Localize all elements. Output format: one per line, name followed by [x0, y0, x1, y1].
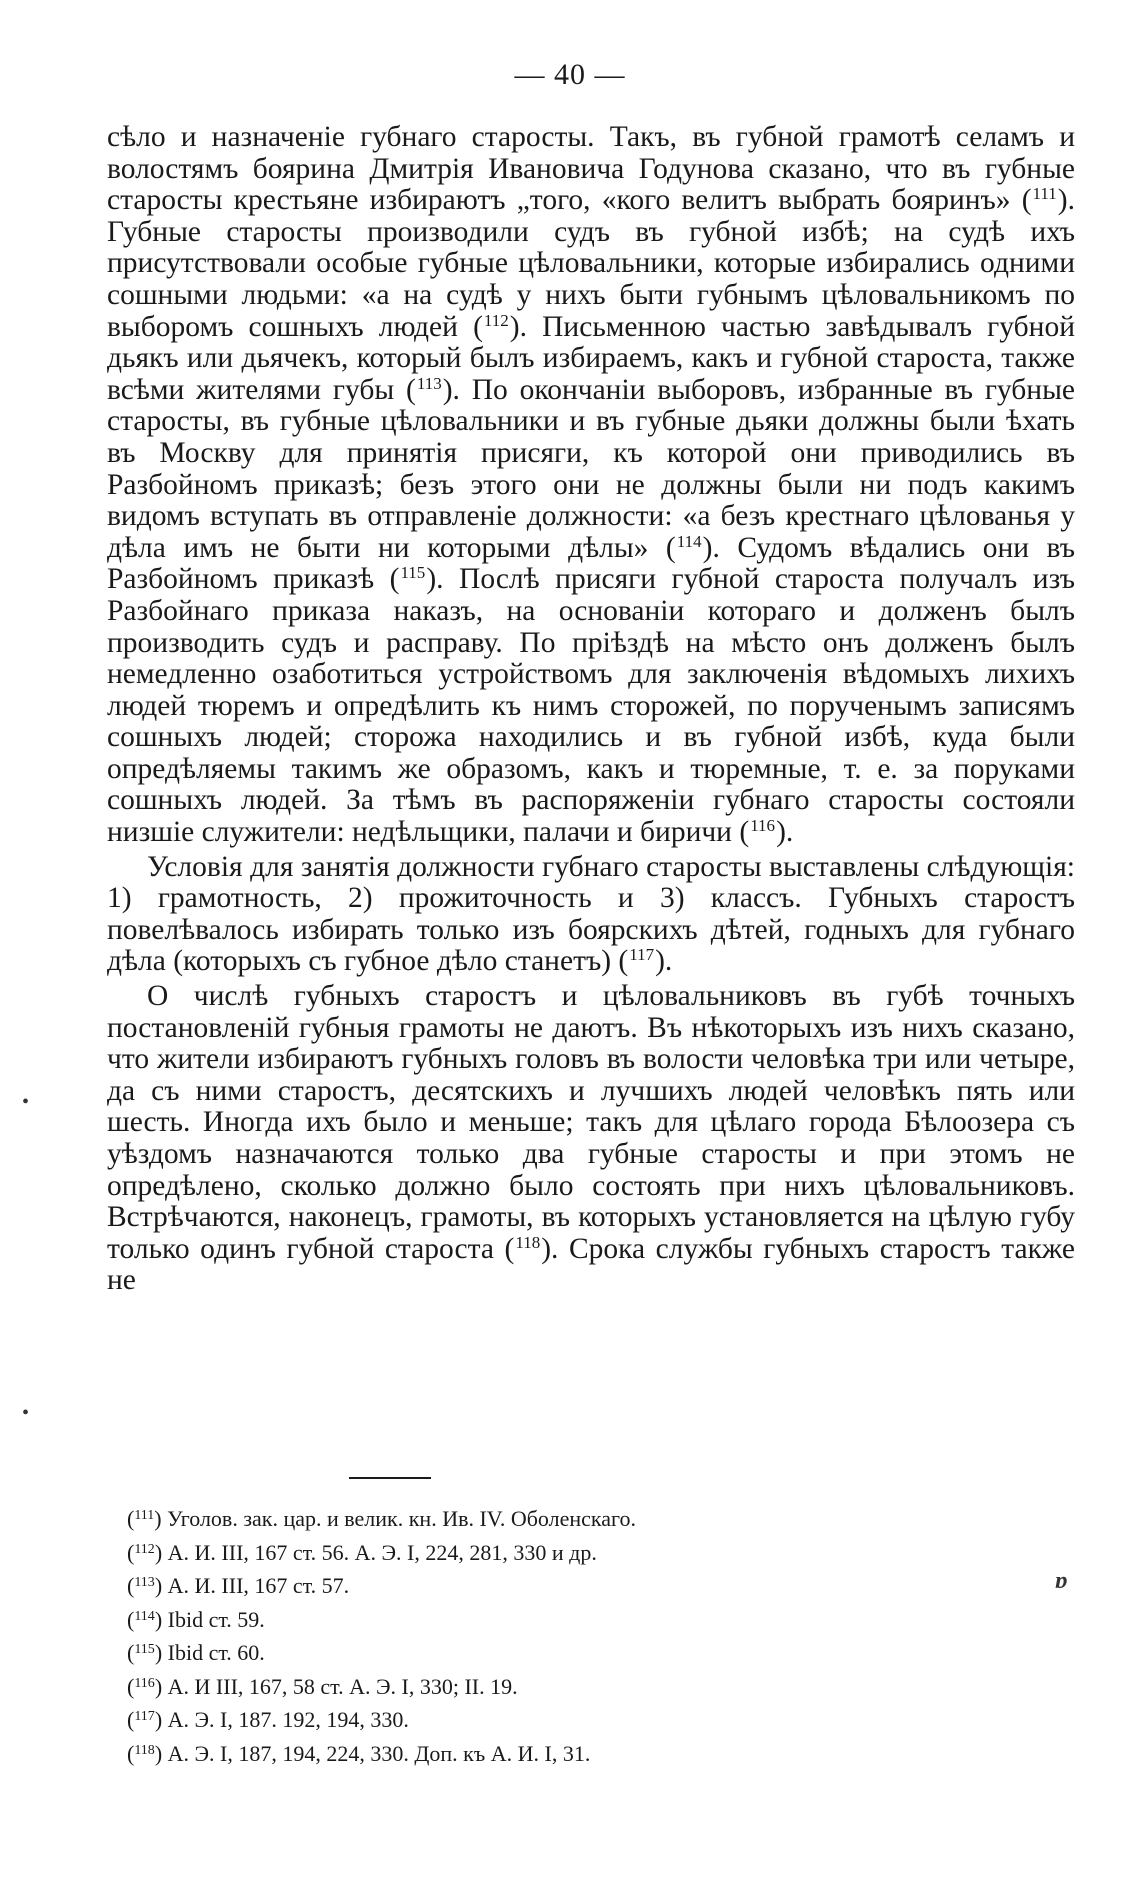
- paragraph: [107, 981, 1075, 1297]
- text-segment: ). Срока службы губныхъ старостъ также не: [107, 1232, 1075, 1297]
- footnote-text: Ibid ст. 59.: [167, 1606, 265, 1632]
- text-segment: ). Письменною частью завѣдывалъ губной дьякъ или дьячекъ, который былъ избираемъ, какъ и губной староста, также всѣми жителями губы (: [107, 310, 1075, 406]
- footnote: ($^{118}$) А. Э. I, 187, 194, 224, 330. Доп. къ А. И. I, 31.: [127, 1740, 591, 1766]
- footnote-reference: 114: [676, 531, 702, 551]
- text-segment: ). По окончаніи выборовъ, избранные въ губные старосты, въ губные цѣловальники и въ губные дьяки должны были ѣхать въ Москву для принятія присяги, къ которой они приводились въ Разбойномъ приказѣ; безъ этого они не должны были ни подъ какимъ видомъ вступать въ отправленіе должности: «а безъ крестнаго цѣлованья у дѣла имъ не быти ни которыми дѣлы» (: [107, 373, 1075, 564]
- text-segment: ). Судомъ вѣдались они въ Разбойномъ приказѣ (: [107, 531, 1075, 596]
- footnote: ($^{117}$) А. Э. I, 187. 192, 194, 330.: [127, 1707, 409, 1732]
- footnote-number: 112: [134, 1541, 155, 1557]
- footnote-reference: 116: [750, 816, 776, 836]
- footnote-text: А. Э. I, 187, 194, 224, 330. Доп. къ А. И. I, 31.: [167, 1740, 591, 1766]
- footnote: ($^{111}$) Уголов. зак. цар. и велик. кн. Ив. IV. Оболенскаго.: [127, 1506, 637, 1531]
- footnote-text: Ibid ст. 60.: [167, 1640, 265, 1665]
- footnotes-list: [127, 1502, 1047, 1770]
- text-segment: ).: [655, 945, 673, 978]
- text-segment: ). Губные старосты производили судъ въ губной избѣ; на судѣ ихъ присутствовали особые губные цѣловальники, которые избирались одними сошными людьми: «а на судѣ у нихъ быти губнымъ цѣловальникомъ по выборомъ сошныхъ людей (: [107, 184, 1075, 343]
- margin-dot-mark: •: [22, 1402, 30, 1424]
- footnote-reference: 118: [515, 1232, 541, 1252]
- footnote-text: А. И. III, 167 ст. 57.: [167, 1573, 350, 1598]
- footnote-text: А. И. III, 167 ст. 56. А. Э. I, 224, 281, 330 и др.: [167, 1539, 597, 1565]
- footnote-number: 113: [134, 1575, 155, 1590]
- paragraph: [107, 852, 1075, 978]
- footnote: ($^{113}$) А. И. III, 167 ст. 57.: [127, 1573, 350, 1598]
- footnote-separator: [349, 1477, 431, 1479]
- footnote-number: 116: [134, 1675, 155, 1691]
- footnote: ($^{114}$) Ibid ст. 59.: [127, 1606, 265, 1632]
- text-segment: ).: [776, 816, 794, 849]
- footnote-number: 117: [134, 1709, 155, 1724]
- footnote-number: 118: [134, 1742, 155, 1758]
- footnote-reference: 112: [483, 310, 509, 330]
- footnote-text: А. И III, 167, 58 ст. А. Э. I, 330; II. 19.: [167, 1673, 518, 1699]
- footnote-reference: 111: [1032, 184, 1057, 204]
- footnote: ($^{115}$) Ibid ст. 60.: [127, 1640, 265, 1665]
- text-segment: сѣло и назначеніе губнаго старосты. Такъ, въ губной грамотѣ селамъ и волостямъ боярина Дмитрія Ивановича Годунова сказано, что въ губные старосты крестьяне избираютъ „того, «кого велитъ выбрать бояринъ» (: [107, 121, 1075, 217]
- footnote-reference: 115: [400, 563, 426, 583]
- footnote-number: 115: [134, 1642, 155, 1657]
- footnote: ($^{116}$) А. И III, 167, 58 ст. А. Э. I, 330; II. 19.: [127, 1673, 518, 1699]
- main-text: [107, 122, 1075, 1297]
- footnote-number: 114: [134, 1608, 155, 1624]
- paragraph: [107, 122, 1075, 849]
- footnote-reference: 113: [416, 373, 442, 393]
- text-segment: О числѣ губныхъ старостъ и цѣловальниковъ въ губѣ точныхъ постановленій губныя грамоты не даютъ. Въ нѣкоторыхъ изъ нихъ сказано, что жители избираютъ губныхъ головъ въ волости человѣка три или четыре, да съ ними старостъ, десятскихъ и лучшихъ людей человѣкъ пять или шесть. Иногда ихъ было и меньше; такъ для цѣлаго города Бѣлоозера съ уѣздомъ назначаются только два губные старосты и при этомъ не опредѣлено, сколько должно было состоять при нихъ цѣловальниковъ. Встрѣчаются, наконецъ, грамоты, въ которыхъ установляется на цѣлую губу только одинъ губной староста (: [107, 980, 1075, 1265]
- footnote-reference: 117: [629, 945, 655, 965]
- margin-scribble-mark: ɒ: [1055, 1568, 1067, 1594]
- footnote-text: Уголов. зак. цар. и велик. кн. Ив. IV. Оболенскаго.: [167, 1506, 637, 1531]
- footnote-text: А. Э. I, 187. 192, 194, 330.: [167, 1707, 409, 1732]
- footnote: ($^{112}$) А. И. III, 167 ст. 56. А. Э. I, 224, 281, 330 и др.: [127, 1539, 597, 1565]
- text-segment: ). Послѣ присяги губной староста получалъ изъ Разбойнаго приказа наказъ, на основаніи котораго и долженъ былъ производить судъ и расправу. По пріѣздѣ на мѣсто онъ долженъ былъ немедленно озаботиться устройствомъ для заключенія вѣдомыхъ лихихъ людей тюремъ и опредѣлить къ нимъ сторожей, по порученымъ записямъ сошныхъ людей; сторожа находились и въ губной избѣ, куда были опредѣляемы такимъ же образомъ, какъ и тюремные, т. е. за поруками сошныхъ людей. За тѣмъ въ распоряженіи губнаго старосты состояли низшіе служители: недѣльщики, палачи и биричи (: [107, 563, 1075, 849]
- margin-dot-mark: •: [22, 1091, 30, 1113]
- text-segment: Условія для занятія должности губнаго старосты выставлены слѣдующія: 1) грамотность, 2) прожиточность и 3) классъ. Губныхъ старостъ повелѣвалось избирать только изъ боярскихъ дѣтей, годныхъ для губнаго дѣла (которыхъ съ губное дѣло станетъ) (: [107, 850, 1075, 978]
- page-number: — 40 —: [514, 58, 626, 91]
- footnote-number: 111: [134, 1508, 155, 1523]
